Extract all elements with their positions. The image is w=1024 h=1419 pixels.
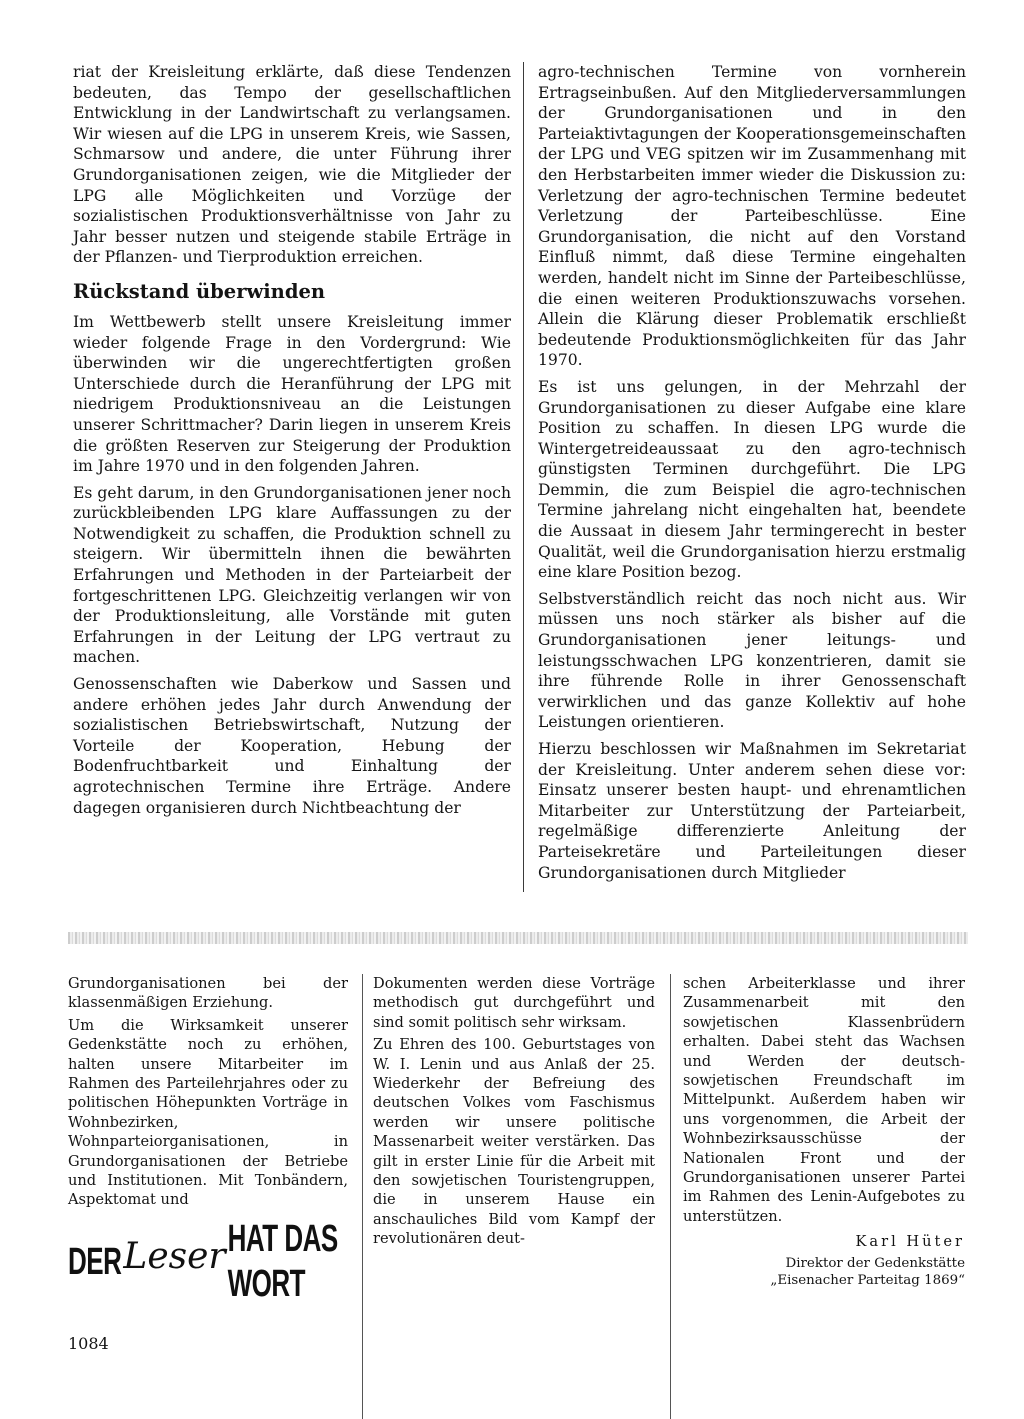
paragraph: Grundorganisationen bei der klassenmäßigen Erziehung.	[68, 975, 348, 1012]
article-left-column	[73, 62, 511, 824]
paragraph: riat der Kreisleitung erklärte, daß diese Tendenzen bedeuten, das Tempo der gesellschaftlichen Entwicklung in der Landwirtschaft zu verlangsamen. Wir wiesen auf die LPG in unserem Kreis, wie Sassen, Schmarsow und andere, die unter Führung ihrer Grundorganisationen zeigen, wie die Mitglieder der LPG alle Möglichkeiten und Vorzüge der sozialistischen Produktionsverhältnisse von Jahr zu Jahr besser nutzen und steigende stabile Erträge in der Pflanzen- und Tierproduktion erreichen.	[73, 63, 511, 267]
paragraph: schen Arbeiterklasse und ihrer Zusammenarbeit mit den sowjetischen Klassenbrüdern erhalten. Dabei steht das Wachsen und Werden der deutsch-sowjetischen Freundschaft im Mittelpunkt. Außerdem haben wir uns vorgenommen, die Arbeit der Wohnbezirksausschüsse der Nationalen Front und der Grundorganisationen unserer Partei im Rahmen des Lenin-Aufgebotes zu unterstützen.	[683, 975, 965, 1225]
page-number: 1084	[68, 1334, 109, 1353]
signature-role: Direktor der Gedenkstätte	[785, 1255, 965, 1271]
letter-column-3	[683, 974, 965, 1289]
logo-text-hat-das-wort: HAT DAS WORT	[227, 1216, 338, 1305]
article-right-column	[538, 62, 966, 889]
paragraph: Hierzu beschlossen wir Maßnahmen im Sekretariat der Kreisleitung. Unter anderem sehen diese vor: Einsatz unserer besten haupt- und ehrenamtlichen Mitarbeiter zur Unterstützung der Parteiarbeit, regelmäßige differenzierte Anleitung der Parteisekretäre und Parteileitungen dieser Grundorganisationen durch Mitglieder	[538, 740, 966, 882]
paragraph: Dokumenten werden diese Vorträge methodisch gut durchgeführt und sind somit politisch sehr wirksam.	[373, 975, 655, 1031]
logo-text-der: DER	[68, 1238, 122, 1283]
paragraph: agro-technischen Termine von vornherein Ertragseinbußen. Auf den Mitgliederversammlungen der Grundorganisationen und in den Parteiaktivtagungen der Kooperationsgemeinschaften der LPG und VEG spitzen wir im Zusammenhang mit den Herbstarbeiten immer wieder die Diskussion zu: Verletzung der agro-technischen Termine bedeutet Verletzung der Parteibeschlüsse. Eine Grundorganisation, die nicht auf den Vorstand Einfluß nimmt, daß diese Termine eingehalten werden, handelt nicht im Sinne der Parteibeschlüsse, die einen weiteren Produktionszuwachs vorsehen. Allein die Klärung dieser Problematik erschließt bedeutende Produktionsmöglichkeiten für das Jahr 1970.	[538, 63, 966, 370]
section-divider	[68, 932, 968, 944]
column-logo	[68, 1216, 350, 1305]
signature-name: Karl Hüter	[855, 1233, 965, 1251]
column-divider	[523, 62, 524, 892]
column-divider	[362, 974, 363, 1419]
paragraph: Es geht darum, in den Grundorganisationen jener noch zurückbleibenden LPG klare Auffassungen zu der Notwendigkeit zu schaffen, die Produktion schnell zu steigern. Wir übermitteln ihnen die bewährten Erfahrungen und Methoden in der Parteiarbeit der fortgeschrittenen LPG. Gleichzeitig verlangen wir von der Produktionsleitung, alle Vorstände mit guten Erfahrungen in der Leitung der LPG vertraut zu machen.	[73, 483, 511, 667]
signature-place: „Eisenacher Parteitag 1869“	[770, 1272, 965, 1288]
paragraph: Im Wettbewerb stellt unsere Kreisleitung immer wieder folgende Frage in den Vordergrund: Wie überwinden wir die ungerechtfertigten großen Unterschiede durch die Heranführung der LPG mit niedrigem Produktionsniveau an die Leistungen unserer Schrittmacher? Darin liegen in unserem Kreis die größten Reserven zur Steigerung der Produktion im Jahre 1970 und in den folgenden Jahren.	[73, 312, 511, 476]
paragraph: Selbstverständlich reicht das noch nicht aus. Wir müssen uns noch stärker als bisher auf die Grundorganisationen jener leitungs- und leistungsschwachen LPG konzentrieren, damit sie ihre führende Rolle in ihrer Genossenschaft verwirklichen und das ganze Kollektiv auf hohe Leistungen orientieren.	[538, 589, 966, 732]
logo-script-leser: Leser	[123, 1236, 226, 1277]
paragraph: Es ist uns gelungen, in der Mehrzahl der Grundorganisationen zu dieser Aufgabe eine klare Position zu schaffen. In diesen LPG wurde die Wintergetreideaussaat zu den agro-technisch günstigsten Terminen durchgeführt. Die LPG Demmin, die zum Beispiel die agro-technischen Termine jahrelang nicht eingehalten hat, beendete die Aussaat in diesem Jahr termingerecht in bester Qualität, weil die Grundorganisation hierzu erstmalig eine klare Position bezog.	[538, 377, 966, 582]
paragraph: Um die Wirksamkeit unserer Gedenkstätte noch zu erhöhen, halten unsere Mitarbeiter im Rahmen des Parteilehrjahres oder zu politischen Höhepunkten Vorträge in Wohnbezirken, Wohnparteiorganisationen, in Grundorganisationen der Betriebe und Institutionen. Mit Tonbändern, Aspektomat und	[68, 1016, 348, 1209]
section-heading: Rückstand überwinden	[73, 279, 326, 303]
letter-column-2	[373, 974, 655, 1252]
paragraph: Genossenschaften wie Daberkow und Sassen und andere erhöhen jedes Jahr durch Anwendung der sozialistischen Betriebswirtschaft, Nutzung der Vorteile der Kooperation, Hebung der Bodenfruchtbarkeit und Einhaltung der agrotechnischen Termine ihre Erträge. Andere dagegen organisieren durch Nichtbeachtung der	[73, 675, 511, 817]
column-divider	[670, 974, 671, 1419]
letter-column-1	[68, 974, 348, 1213]
paragraph: Zu Ehren des 100. Geburtstages von W. I. Lenin und aus Anlaß der 25. Wiederkehr der Befreiung des deutschen Volkes vom Faschismus werden wir unsere politische Massenarbeit weiter verstärken. Das gilt in erster Linie für die Arbeit mit den sowjetischen Touristengruppen, die in unserem Hause ein anschauliches Bild vom Kampf der revolutionären deut-	[373, 1036, 655, 1248]
